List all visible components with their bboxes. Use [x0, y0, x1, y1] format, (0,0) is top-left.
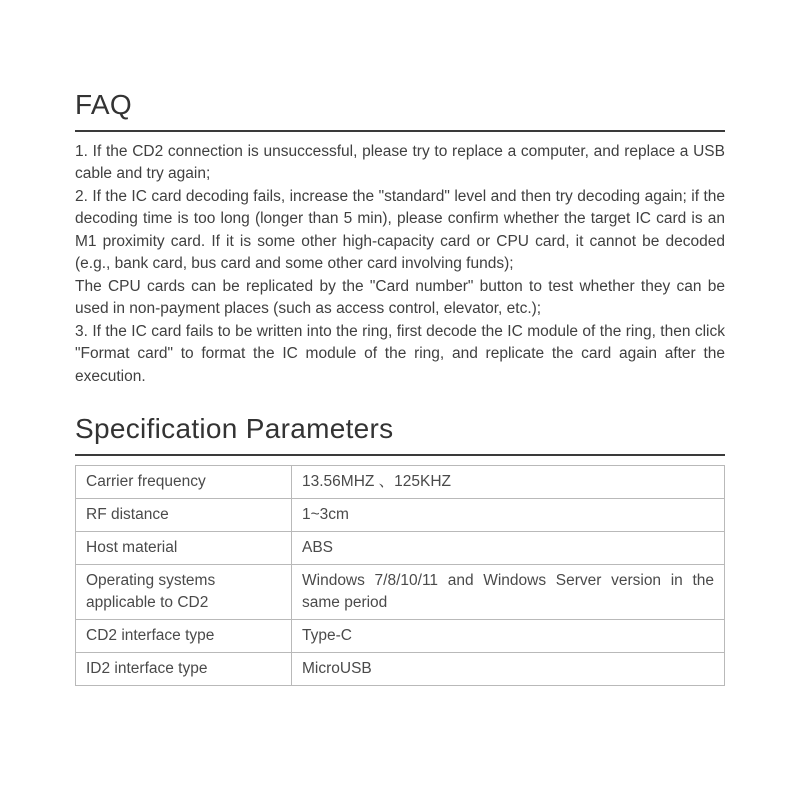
faq-paragraph: The CPU cards can be replicated by the "Card number" button to test whether they can be used in non-payment places (such as access control, elevator, etc.);: [75, 277, 725, 318]
spec-row: [76, 565, 725, 620]
spec-row: [76, 653, 725, 686]
faq-section: [75, 90, 725, 388]
spec-value-cell: 13.56MHZ 、125KHZ: [292, 466, 725, 499]
spec-value-cell: MicroUSB: [292, 653, 725, 686]
faq-paragraph: 2. If the IC card decoding fails, increase the "standard" level and then try decoding again; if the decoding time is too long (longer than 5 min), please confirm whether the target IC card is an M1 proximity card. If it is some other high-capacity card or CPU card, it cannot be decoded (e.g., bank card, bus card and some other card involving funds);: [75, 187, 725, 273]
spec-value-cell: 1~3cm: [292, 499, 725, 532]
faq-paragraph: 1. If the CD2 connection is unsuccessful, please try to replace a computer, and replace a USB cable and try again;: [75, 142, 725, 183]
spec-row: [76, 532, 725, 565]
spec-label-cell: RF distance: [76, 499, 292, 532]
spec-label-cell: CD2 interface type: [76, 620, 292, 653]
spec-divider: [75, 454, 725, 456]
document-content: [75, 0, 725, 686]
spec-table: [75, 465, 725, 686]
spec-label-cell: Operating systems applicable to CD2: [76, 565, 292, 620]
spec-value-cell: Windows 7/8/10/11 and Windows Server version in the same period: [292, 565, 725, 620]
spec-title: Specification Parameters: [75, 413, 394, 445]
spec-row: [76, 499, 725, 532]
spec-label-cell: ID2 interface type: [76, 653, 292, 686]
faq-divider: [75, 130, 725, 132]
spec-section: [75, 414, 725, 686]
spec-label-cell: Host material: [76, 532, 292, 565]
spec-row: [76, 620, 725, 653]
faq-text: [75, 141, 725, 389]
spec-value-cell: ABS: [292, 532, 725, 565]
spec-label-cell: Carrier frequency: [76, 466, 292, 499]
faq-paragraph: 3. If the IC card fails to be written into the ring, first decode the IC module of the ring, then click "Format card" to format the IC module of the ring, and replicate the card again after the execution.: [75, 322, 725, 385]
faq-title: FAQ: [75, 89, 132, 120]
spec-value-cell: Type-C: [292, 620, 725, 653]
spec-row: [76, 466, 725, 499]
